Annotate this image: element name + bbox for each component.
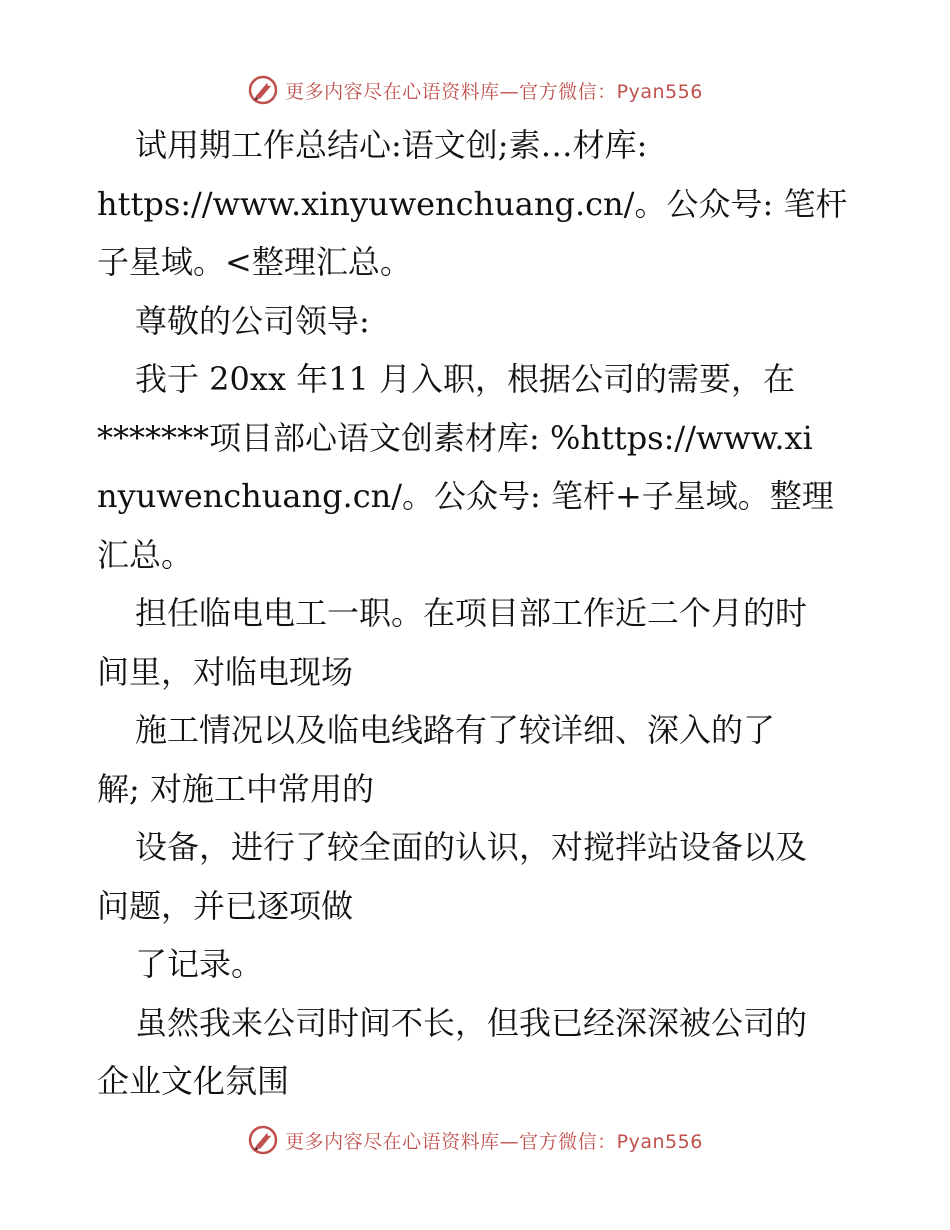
- body-line: 企业文化氛围: [97, 1062, 290, 1100]
- body-line: 汇总。: [97, 535, 194, 574]
- body-line: 问题，并已逐项做: [97, 886, 354, 925]
- body-line: *******项目部心语文创素材库: %https://www.xi: [97, 418, 813, 457]
- body-line: 尊敬的公司领导:: [135, 301, 370, 340]
- body-line: 担任临电电工一职。在项目部工作近二个月的时: [135, 594, 808, 632]
- footer-banner: [0, 1120, 950, 1160]
- body-line: 设备，进行了较全面的认识，对搅拌站设备以及: [135, 828, 808, 866]
- body-line: 我于 20xx 年11 月入职，根据公司的需要，在: [135, 360, 796, 398]
- footer-banner-text: 更多内容尽在心语资料库—官方微信：Pyan556: [285, 1130, 703, 1153]
- body-line: https://www.xinyuwenchuang.cn/。公众号: 笔杆: [97, 184, 848, 223]
- header-banner-text: 更多内容尽在心语资料库—官方微信：Pyan556: [285, 80, 703, 103]
- document-body: [97, 116, 857, 1111]
- body-line: 间里，对临电现场: [97, 652, 354, 691]
- pen-logo-icon: [247, 74, 279, 106]
- body-line: nyuwenchuang.cn/。公众号: 笔杆+子星域。整理: [97, 477, 834, 515]
- body-line: 解; 对施工中常用的: [97, 769, 374, 808]
- pen-logo-icon: [247, 1124, 279, 1156]
- body-line: 试用期工作总结心:语文创;素…材库:: [135, 126, 648, 164]
- body-line: 子星域。<整理汇总。: [97, 243, 412, 281]
- body-line: 施工情况以及临电线路有了较详细、深入的了: [135, 711, 776, 749]
- body-line: 虽然我来公司时间不长，但我已经深深被公司的: [135, 1003, 808, 1042]
- body-line: 了记录。: [135, 945, 264, 983]
- header-banner: [0, 70, 950, 110]
